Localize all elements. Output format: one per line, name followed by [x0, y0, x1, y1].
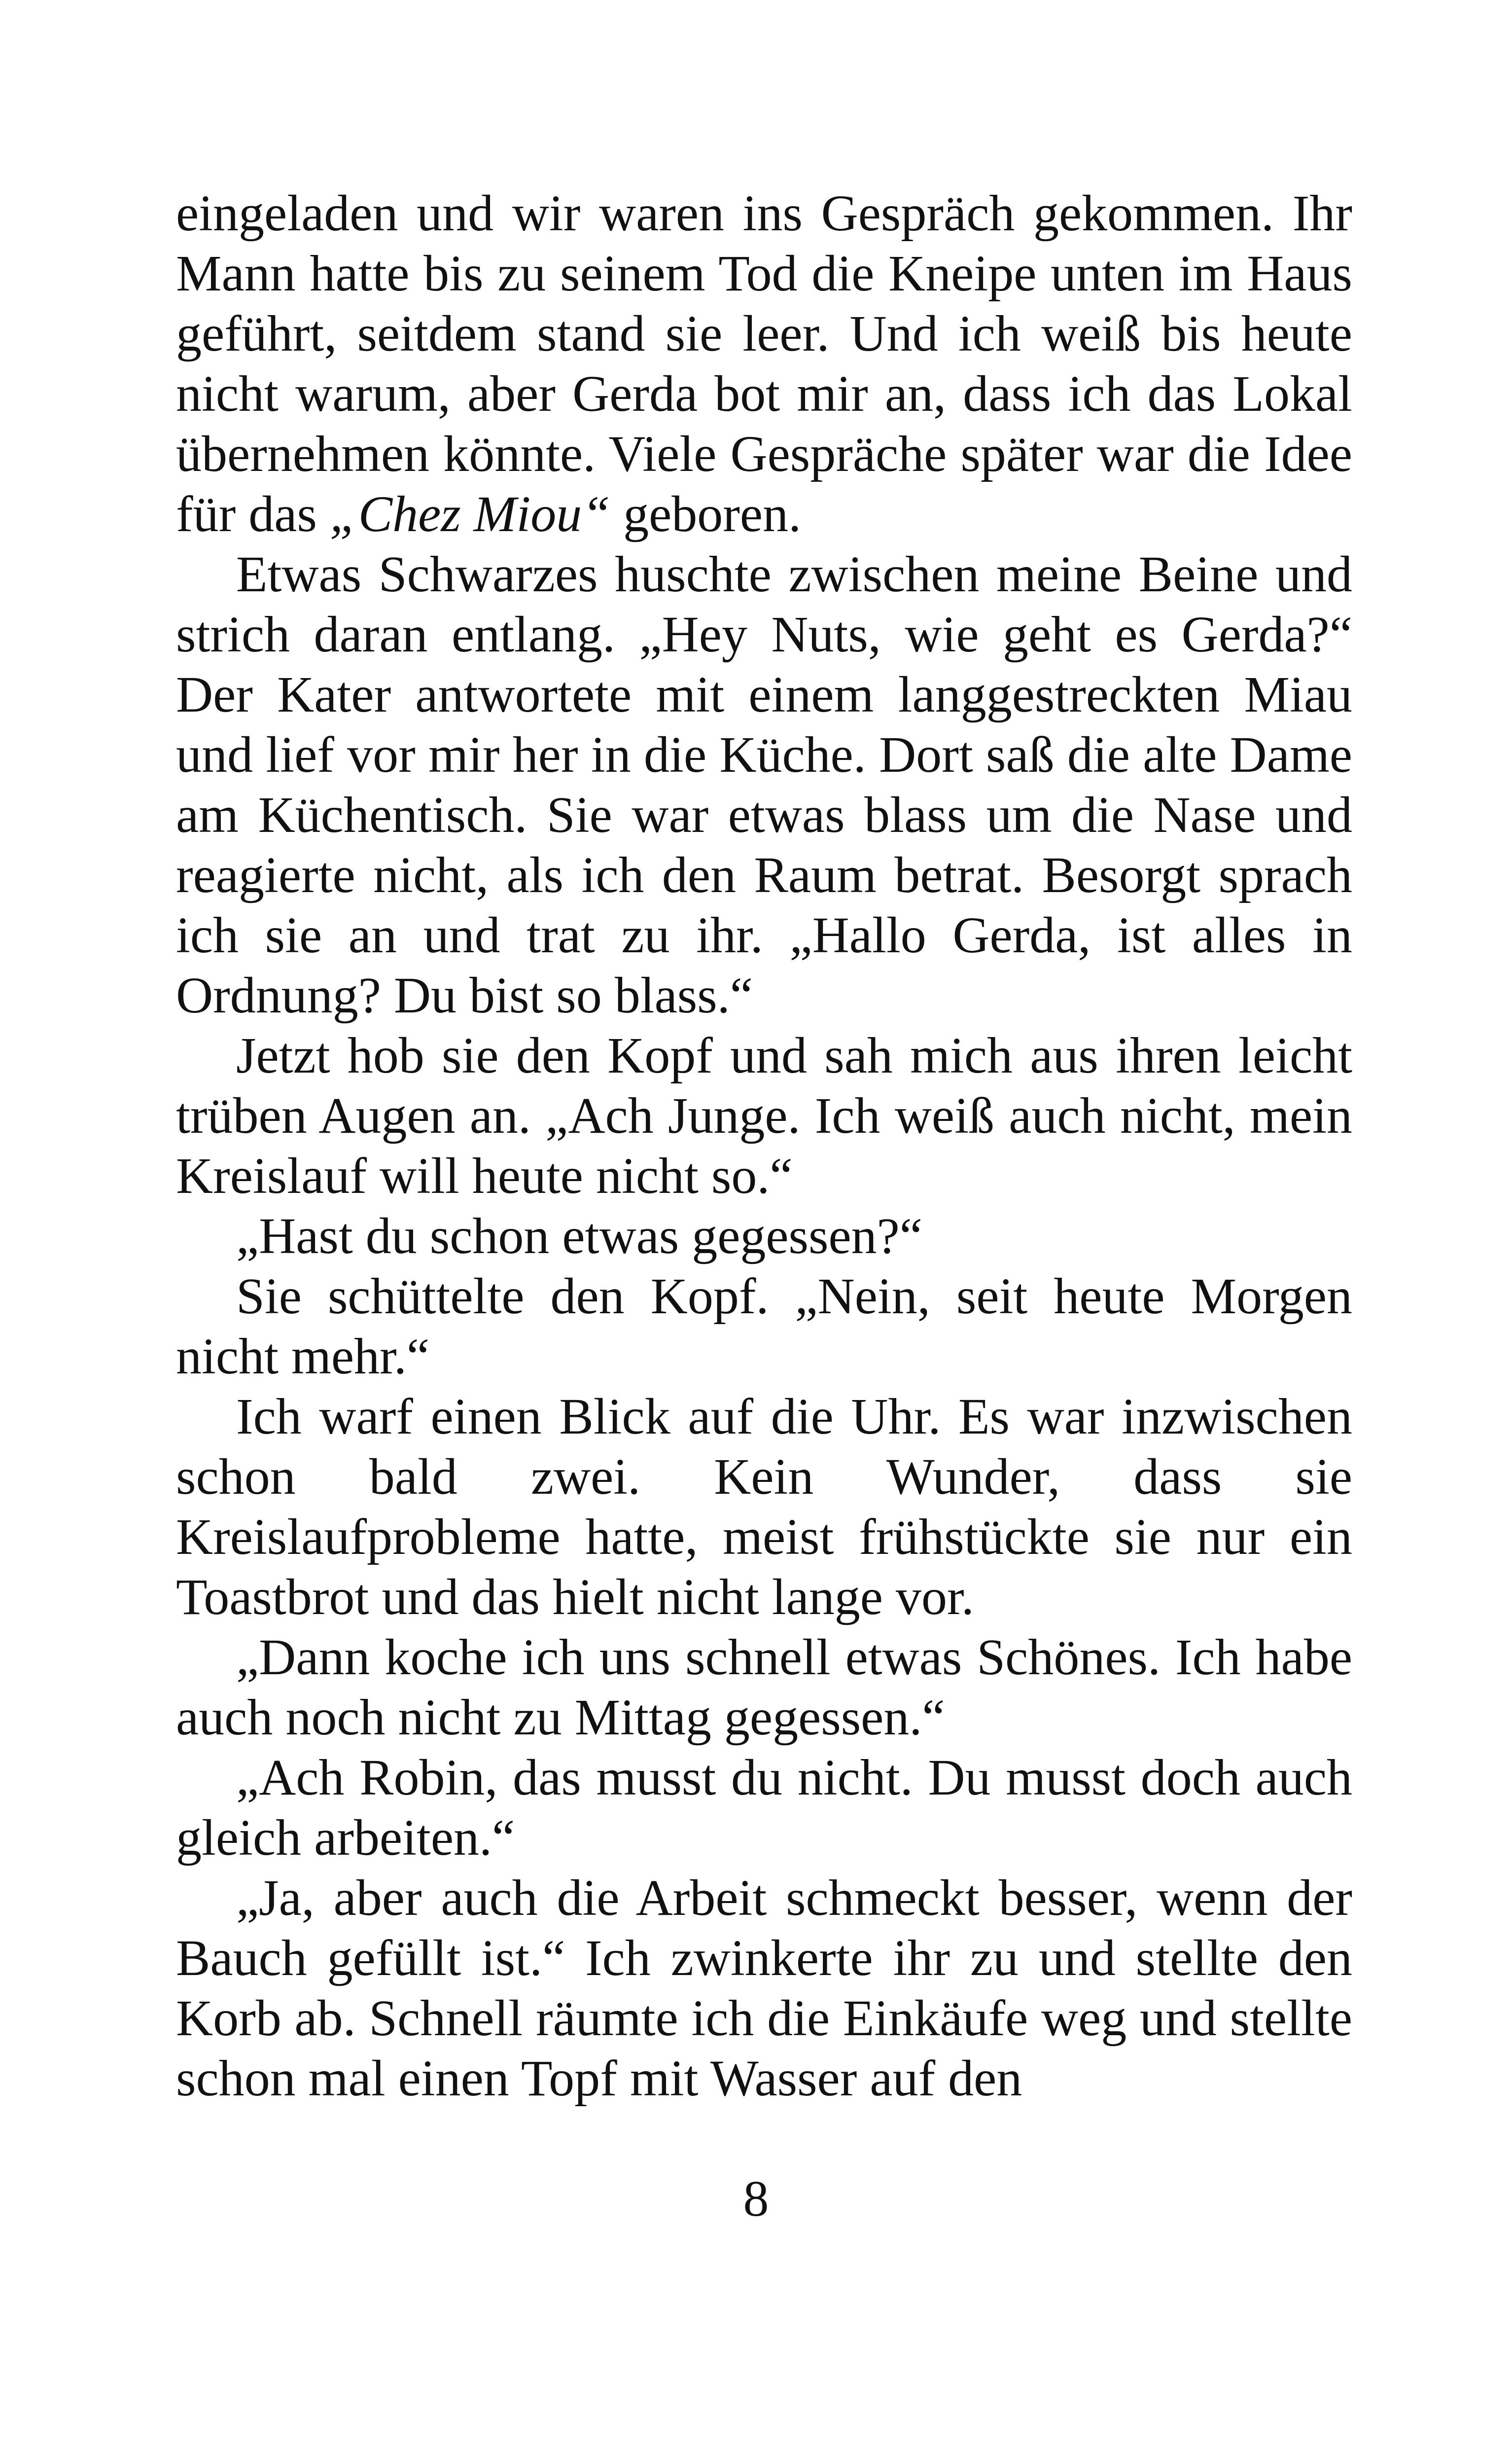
page-body: [176, 183, 1352, 2109]
paragraph-2: Etwas Schwarzes huschte zwischen meine Beine und strich daran entlang. „Hey Nuts, wie geht es Gerda?“ Der Kater antwortete mit einem langgestreckten Miau und lief vor mir her in die Küche. Dort saß die alte Dame am Küchentisch. Sie war etwas blass um die Nase und reagierte nicht, als ich den Raum betrat. Besorgt sprach ich sie an und trat zu ihr. „Hallo Gerda, ist alles in Ordnung? Du bist so blass.“: [176, 546, 1352, 1024]
paragraph-1-ending: geboren.: [610, 486, 802, 542]
restaurant-name: „Chez Miou“: [329, 486, 611, 542]
paragraph-1-text: eingeladen und wir waren ins Gespräch gekommen. Ihr Mann hatte bis zu seinem Tod die Kneipe unten im Haus geführt, seitdem stand sie leer. Und ich weiß bis heute nicht warum, aber Gerda bot mir an, dass ich das Lokal übernehmen könnte. Viele Gespräche später war die Idee für das: [176, 185, 1352, 542]
paragraph-5: Sie schüttelte den Kopf. „Nein, seit heute Morgen nicht mehr.“: [176, 1268, 1352, 1385]
paragraph-1: [176, 183, 1352, 544]
paragraph-7: „Dann koche ich uns schnell etwas Schönes. Ich habe auch noch nicht zu Mittag gegessen.“: [176, 1629, 1352, 1746]
paragraph-9: „Ja, aber auch die Arbeit schmeckt besser, wenn der Bauch gefüllt ist.“ Ich zwinkerte ihr zu und stellte den Korb ab. Schnell räumte ich die Einkäufe weg und stellte schon mal einen Topf mit Wasser auf den: [176, 1870, 1352, 2107]
paragraph-6: Ich warf einen Blick auf die Uhr. Es war inzwischen schon bald zwei. Kein Wunder, dass sie Kreislaufprobleme hatte, meist frühstückte sie nur ein Toastbrot und das hielt nicht lange vor.: [176, 1388, 1352, 1625]
paragraph-4: „Hast du schon etwas gegessen?“: [236, 1208, 922, 1264]
page-number: 8: [743, 2170, 769, 2227]
paragraph-3: Jetzt hob sie den Kopf und sah mich aus ihren leicht trüben Augen an. „Ach Junge. Ich weiß auch nicht, mein Kreislauf will heute nicht so.“: [176, 1027, 1352, 1204]
paragraph-8: „Ach Robin, das musst du nicht. Du musst doch auch gleich arbeiten.“: [176, 1749, 1352, 1866]
